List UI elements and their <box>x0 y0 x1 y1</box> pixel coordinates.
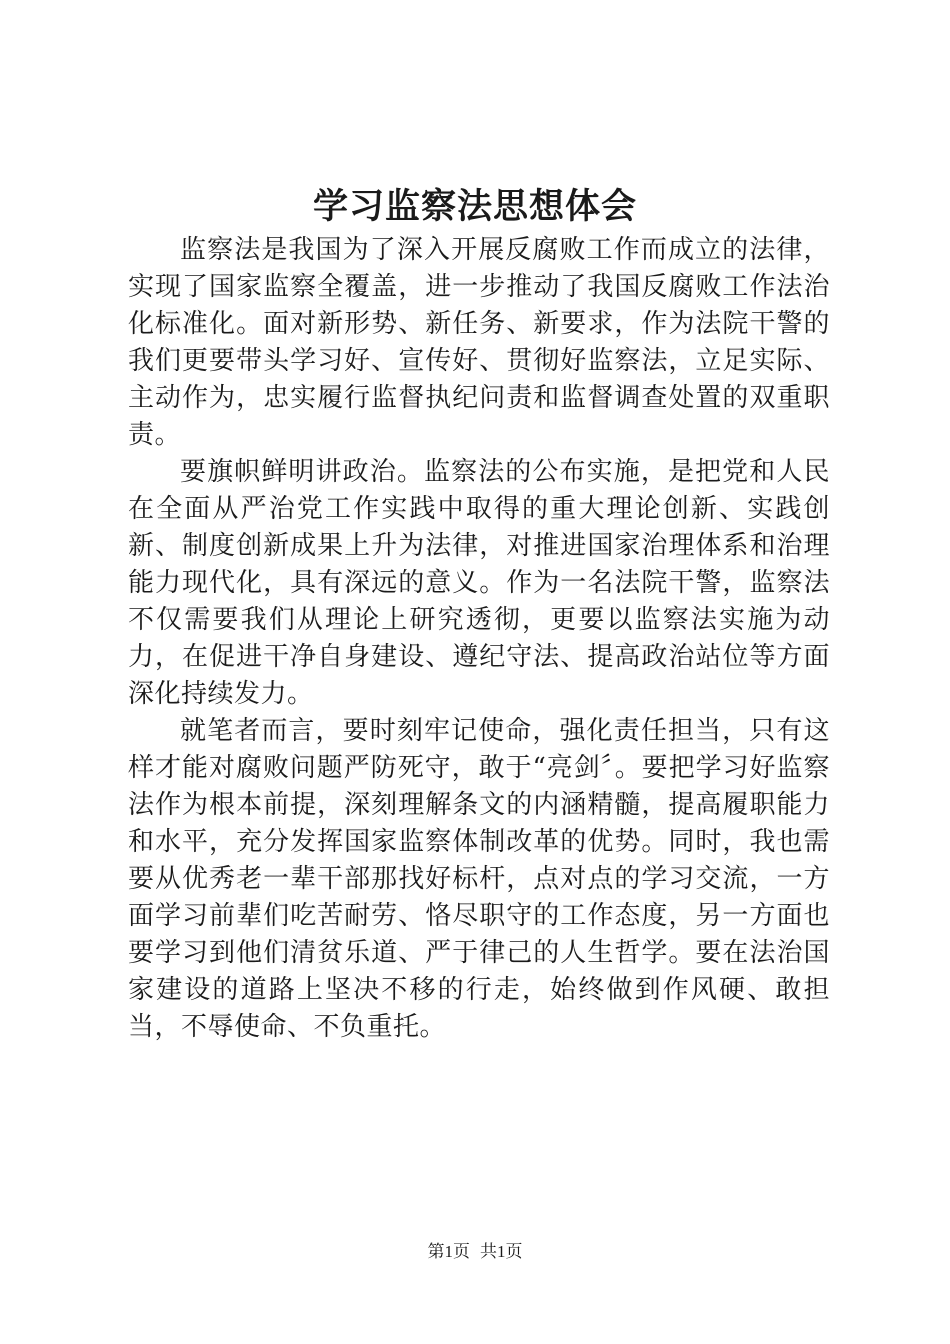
document-title: 学习监察法思想体会 <box>312 186 637 227</box>
document-body <box>128 232 830 1046</box>
page-number-total: 共1页 <box>480 1242 523 1261</box>
page-footer <box>0 1240 950 1264</box>
paragraph-3: 就笔者而言，要时刻牢记使命，强化责任担当，只有这样才能对腐败问题严防死守，敢于“亮剑〞。要把学习好监察法作为根本前提，深刻理解条文的内涵精髓，提高履职能力和水平，充分发挥国家监察体制改革的优势。同时，我也需要从优秀老一辈干部那找好标杆，点对点的学习交流，一方面学习前辈们吃苦耐劳、恪尽职守的工作态度，另一方面也要学习到他们清贫乐道、严于律己的人生哲学。要在法治国家建设的道路上坚决不移的行走，始终做到作风硬、敢担当，不辱使命、不负重托。 <box>128 716 830 1042</box>
page-number-current: 第1页 <box>427 1242 470 1261</box>
paragraph-2: 要旗帜鲜明讲政治。监察法的公布实施，是把党和人民在全面从严治党工作实践中取得的重大理论创新、实践创新、制度创新成果上升为法律，对推进国家治理体系和治理能力现代化，具有深远的意义。作为一名法院干警，监察法不仅需要我们从理论上研究透彻，更要以监察法实施为动力，在促进干净自身建设、遵纪守法、提高政治站位等方面深化持续发力。 <box>128 457 830 709</box>
paragraph-1: 监察法是我国为了深入开展反腐败工作而成立的法律，实现了国家监察全覆盖，进一步推动了我国反腐败工作法治化标准化。面对新形势、新任务、新要求，作为法院干警的我们更要带头学习好、宣传好、贯彻好监察法，立足实际、主动作为，忠实履行监督执纪问责和监督调查处置的双重职责。 <box>128 235 830 450</box>
